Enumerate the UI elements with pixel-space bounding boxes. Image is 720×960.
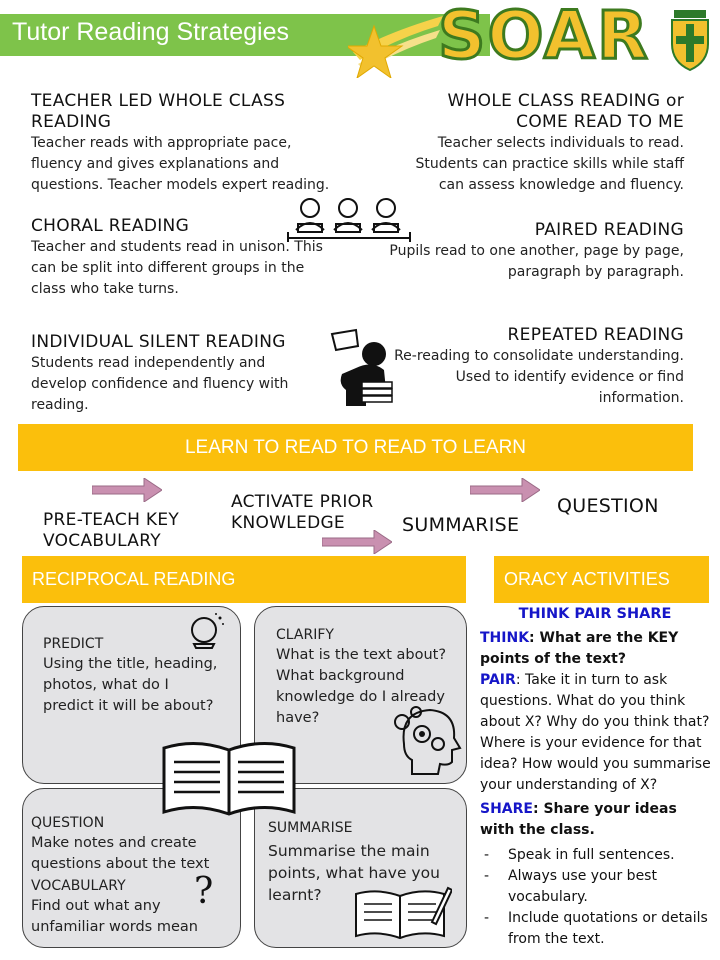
oracy-tips-list: [480, 845, 712, 950]
card-line: have?: [276, 710, 320, 726]
whole-class-heading: [447, 91, 684, 133]
whole-class-text: [415, 133, 684, 196]
reciprocal-reading-title: RECIPROCAL READING: [22, 556, 466, 603]
vocabulary-text: [31, 896, 198, 938]
heading-line: READING: [31, 112, 112, 132]
pre-teach-step: [43, 510, 179, 552]
heading-line: TEACHER LED WHOLE CLASS: [31, 91, 286, 111]
teacher-led-heading: [31, 91, 285, 133]
list-item: - Speak in full sentences.: [480, 845, 712, 866]
share-label: SHARE: [480, 801, 533, 817]
open-book-icon: [160, 740, 298, 820]
repeated-text: [394, 346, 684, 409]
heading-line: COME READ TO ME: [516, 112, 684, 132]
body-line: Teacher selects individuals to read.: [437, 135, 684, 151]
oracy-activities-title: ORACY ACTIVITIES: [494, 556, 709, 603]
oracy-instructions: [480, 628, 712, 950]
body-line: Teacher and students read in unison. This: [31, 239, 323, 255]
card-line: Make notes and create: [31, 835, 197, 851]
summarise-title: SUMMARISE: [268, 820, 353, 836]
silent-reader-icon: [326, 328, 398, 408]
paired-heading: PAIRED READING: [534, 220, 684, 240]
body-line: Pupils read to one another, page by page,: [389, 243, 684, 259]
choral-text: [31, 237, 323, 300]
heading-line: WHOLE CLASS READING or: [447, 91, 684, 111]
body-line: questions. Teacher models expert reading.: [31, 177, 330, 193]
body-line: class who take turns.: [31, 281, 179, 297]
paired-text: [389, 241, 684, 283]
clarify-title: CLARIFY: [276, 627, 334, 643]
pair-paragraph: [480, 670, 712, 796]
soar-logo: SOAR: [438, 0, 650, 74]
activate-step: [231, 492, 373, 534]
card-line: questions about the text: [31, 856, 210, 872]
question-step: QUESTION: [557, 495, 659, 517]
choral-reading-icon: [286, 196, 412, 242]
body-line: fluency and gives explanations and: [31, 156, 280, 172]
card-line: photos, what do I: [43, 677, 169, 693]
step-line: VOCABULARY: [43, 531, 161, 551]
question-text: [31, 833, 209, 875]
shooting-star-icon: [348, 12, 448, 78]
card-line: learnt?: [268, 886, 322, 904]
step-line: KNOWLEDGE: [231, 513, 345, 533]
right-arrow-icon: [470, 478, 540, 502]
list-item: - Include quotations or details from the text.: [480, 908, 712, 950]
step-line: PRE-TEACH KEY: [43, 510, 180, 530]
predict-text: [43, 654, 217, 717]
body-line: develop confidence and fluency with: [31, 376, 289, 392]
body-line: reading.: [31, 397, 89, 413]
body-line: Used to identify evidence or find: [455, 369, 684, 385]
card-line: knowledge do I already: [276, 689, 445, 705]
card-line: Using the title, heading,: [43, 656, 218, 672]
think-text: : What are the KEY points of the text?: [480, 630, 679, 667]
page-title: Tutor Reading Strategies: [12, 18, 290, 46]
pair-label: PAIR: [480, 672, 516, 688]
repeated-heading: REPEATED READING: [507, 325, 684, 345]
share-text: : Share your ideas with the class.: [480, 801, 677, 838]
individual-heading: INDIVIDUAL SILENT READING: [31, 332, 286, 352]
card-line: points, what have you: [268, 864, 440, 882]
vocabulary-title: VOCABULARY: [31, 878, 126, 894]
card-line: What background: [276, 668, 405, 684]
individual-text: [31, 353, 288, 416]
step-line: ACTIVATE PRIOR: [231, 492, 374, 512]
summarise-step: SUMMARISE: [402, 514, 520, 536]
think-paragraph: [480, 628, 712, 670]
body-line: Re-reading to consolidate understanding.: [394, 348, 684, 364]
question-title: QUESTION: [31, 815, 105, 831]
share-paragraph: [480, 799, 712, 841]
head-gears-icon: [390, 704, 462, 776]
think-pair-share-title: THINK PAIR SHARE: [518, 606, 672, 622]
body-line: Students read independently and: [31, 355, 266, 371]
body-line: Students can practice skills while staff: [415, 156, 684, 172]
school-crest-icon: [668, 8, 712, 72]
crystal-ball-icon: [186, 612, 226, 650]
card-line: unfamiliar words mean: [31, 919, 198, 935]
choral-heading: CHORAL READING: [31, 216, 190, 236]
list-item: - Always use your best vocabulary.: [480, 866, 712, 908]
card-line: Summarise the main: [268, 842, 430, 860]
card-line: predict it will be about?: [43, 698, 214, 714]
think-label: THINK: [480, 630, 530, 646]
card-line: What is the text about?: [276, 647, 447, 663]
body-line: can be split into different groups in the: [31, 260, 305, 276]
notebook-pen-icon: [352, 886, 452, 942]
pair-text: : Take it in turn to ask questions. What do you think about X? Why do you think that? Where is your evidence for that idea? How would you summarise your understanding of X?: [480, 672, 711, 793]
body-line: information.: [598, 390, 684, 406]
question-mark-icon: ?: [194, 871, 214, 912]
body-line: can assess knowledge and fluency.: [438, 177, 684, 193]
predict-title: PREDICT: [43, 636, 104, 652]
card-line: Find out what any: [31, 898, 161, 914]
right-arrow-icon: [92, 478, 162, 502]
teacher-led-text: [31, 133, 329, 196]
body-line: paragraph by paragraph.: [507, 264, 684, 280]
learn-to-read-banner: LEARN TO READ TO READ TO LEARN: [18, 424, 693, 471]
body-line: Teacher reads with appropriate pace,: [31, 135, 292, 151]
right-arrow-icon: [322, 530, 392, 554]
